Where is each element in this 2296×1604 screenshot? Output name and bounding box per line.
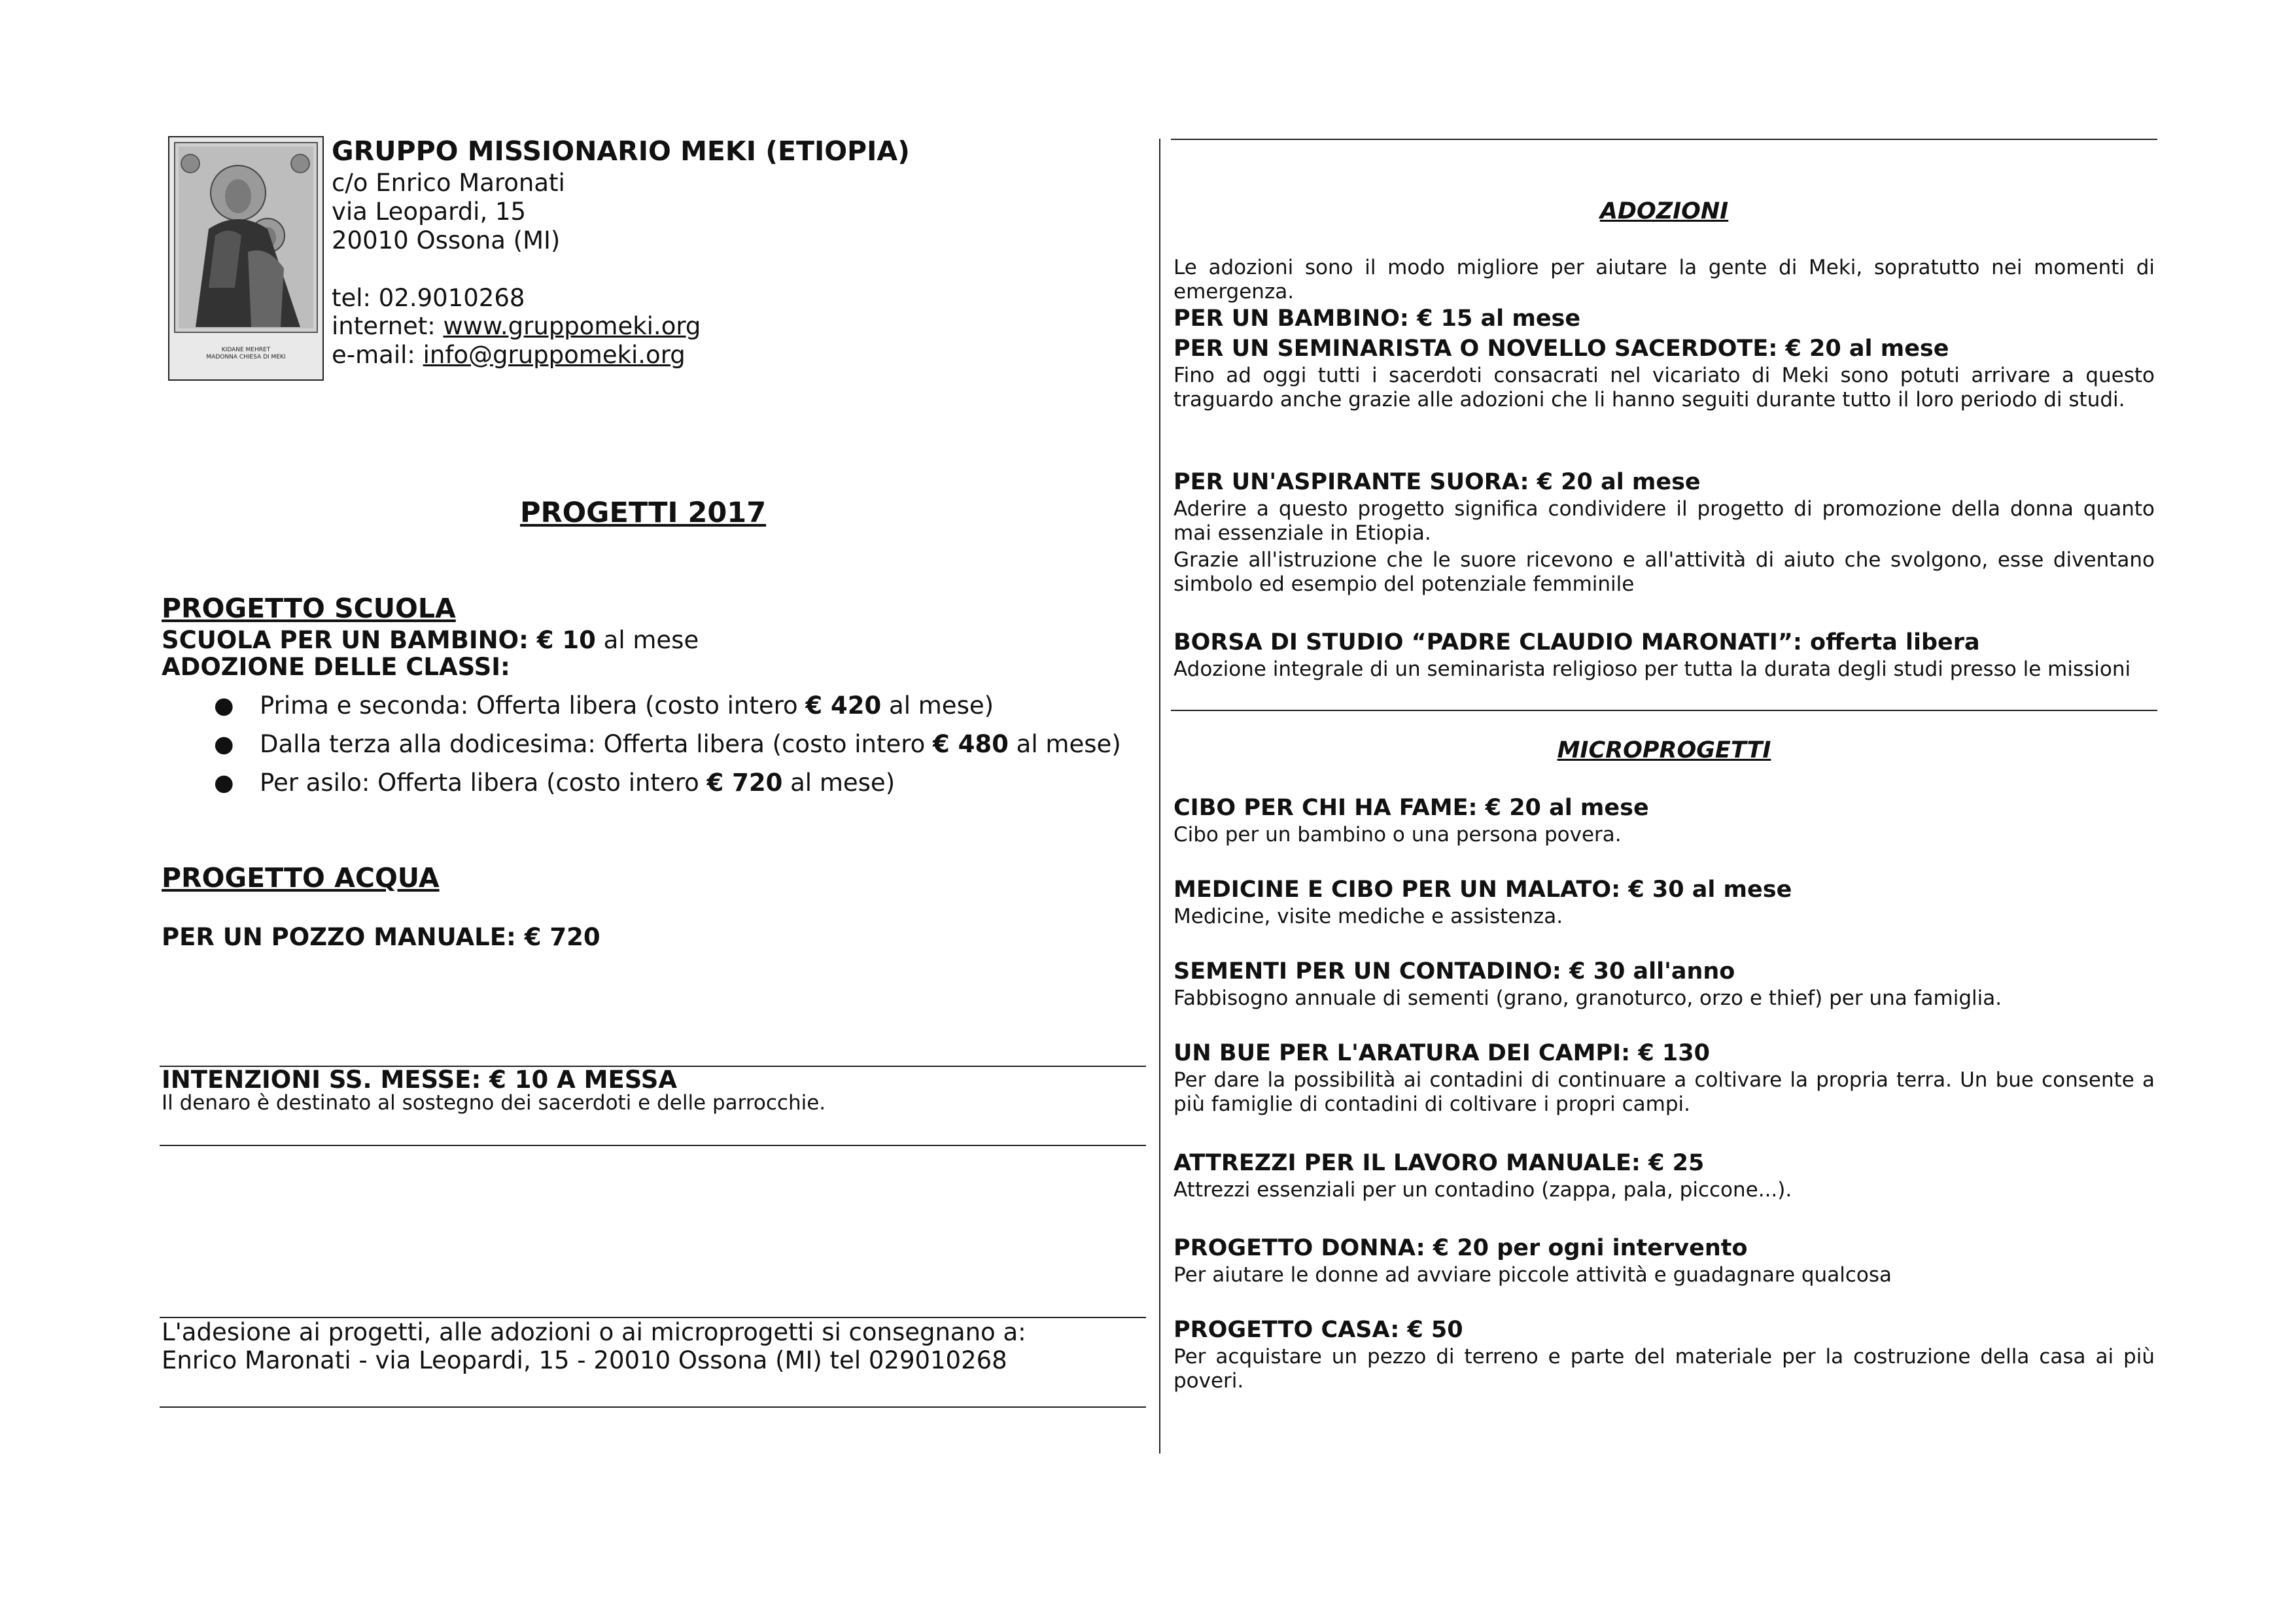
classi-list bbox=[162, 692, 1182, 808]
micro-item-title: SEMENTI PER UN CONTADINO: € 30 all'anno bbox=[1174, 958, 1735, 985]
logo-caption-line: KIDANE MEHRET bbox=[221, 347, 271, 353]
seminarista-text: Fino ad oggi tutti i sacerdoti consacrati nel vicariato di Meki sono potuti arrivare a questo traguardo anche grazie alle adozioni che li hanno seguiti durante tutto il loro periodo di studi. bbox=[1174, 364, 2155, 411]
scuola-heading: PROGETTO SCUOLA bbox=[162, 593, 456, 624]
org-name: GRUPPO MISSIONARIO MEKI (ETIOPIA) bbox=[332, 135, 910, 167]
bullet-icon: ● bbox=[214, 731, 234, 758]
divider bbox=[1171, 710, 2157, 711]
micro-item-title: MEDICINE E CIBO PER UN MALATO: € 30 al mese bbox=[1174, 877, 1792, 903]
seminarista-line: PER UN SEMINARISTA O NOVELLO SACERDOTE: € 20 al mese bbox=[1174, 336, 1949, 362]
adozione-classi-heading: ADOZIONE DELLE CLASSI: bbox=[162, 653, 510, 681]
scuola-line bbox=[162, 627, 699, 654]
micro-item-text: Per acquistare un pezzo di terreno e parte del materiale per la costruzione della casa ai più poveri. bbox=[1174, 1345, 2155, 1393]
bullet-text: al mese) bbox=[782, 769, 896, 797]
internet-line bbox=[332, 312, 701, 340]
address-line: 20010 Ossona (MI) bbox=[332, 226, 561, 254]
micro-item-text: Per aiutare le donne ad avviare piccole attività e guadagnare qualcosa bbox=[1174, 1263, 1892, 1287]
divider bbox=[160, 1406, 1146, 1408]
bullet-text: Prima e seconda: Offerta libera (costo intero bbox=[260, 691, 806, 720]
micro-item-text: Cibo per un bambino o una persona povera. bbox=[1174, 823, 1622, 846]
acqua-heading: PROGETTO ACQUA bbox=[162, 862, 440, 894]
logo-caption-line: MADONNA CHIESA DI MEKI bbox=[206, 354, 286, 360]
email-label: e-mail: bbox=[332, 341, 423, 369]
micro-item-text: Medicine, visite mediche e assistenza. bbox=[1174, 905, 1563, 928]
email-line bbox=[332, 341, 686, 369]
bullet-icon: ● bbox=[214, 770, 234, 796]
list-item bbox=[162, 692, 1182, 720]
column-separator bbox=[1159, 139, 1160, 1454]
pozzo-line: PER UN POZZO MANUALE: € 720 bbox=[162, 923, 600, 951]
bullet-amount: € 720 bbox=[706, 769, 783, 797]
bullet-text: al mese) bbox=[881, 691, 994, 720]
website-link[interactable]: www.gruppomeki.org bbox=[443, 312, 701, 340]
email-link[interactable]: info@gruppomeki.org bbox=[423, 341, 686, 369]
micro-item-title: CIBO PER CHI HA FAME: € 20 al mese bbox=[1174, 795, 1649, 821]
internet-label: internet: bbox=[332, 312, 444, 340]
scuola-line-bold: SCUOLA PER UN BAMBINO: € 10 bbox=[162, 626, 596, 654]
micro-item-title: UN BUE PER L'ARATURA DEI CAMPI: € 130 bbox=[1174, 1040, 1710, 1066]
divider bbox=[1171, 139, 2157, 140]
scuola-line-rest: al mese bbox=[595, 626, 699, 654]
tel-line: tel: 02.9010268 bbox=[332, 284, 525, 312]
bullet-text: Dalla terza alla dodicesima: Offerta libera (costo intero bbox=[260, 730, 933, 758]
micro-item-text: Attrezzi essenziali per un contadino (zappa, pala, piccone...). bbox=[1174, 1178, 1792, 1202]
micro-item-text: Fabbisogno annuale di sementi (grano, granoturco, orzo e thief) per una famiglia. bbox=[1174, 986, 2002, 1010]
divider bbox=[160, 1145, 1146, 1146]
micro-item-text: Per dare la possibilità ai contadini di continuare a coltivare la propria terra. Un bue consente a più famiglie di contadini di coltivare i propri campi. bbox=[1174, 1068, 2155, 1116]
address-line: c/o Enrico Maronati bbox=[332, 169, 565, 197]
microprogetti-heading: MICROPROGETTI bbox=[1557, 737, 1771, 763]
bullet-amount: € 480 bbox=[933, 730, 1009, 758]
suora-line: PER UN'ASPIRANTE SUORA: € 20 al mese bbox=[1174, 469, 1701, 495]
suora-text: Aderire a questo progetto significa condividere il progetto di promozione della donna quanto mai essenziale in Etiopia. bbox=[1174, 497, 2155, 545]
madonna-icon-logo bbox=[168, 136, 324, 381]
messe-text: Il denaro è destinato al sostegno dei sacerdoti e delle parrocchie. bbox=[162, 1091, 826, 1115]
borsa-text: Adozione integrale di un seminarista religioso per tutta la durata degli studi presso le missioni bbox=[1174, 657, 2131, 681]
footer-line: L'adesione ai progetti, alle adozioni o ai microprogetti si consegnano a: bbox=[162, 1318, 1026, 1346]
bullet-amount: € 420 bbox=[805, 691, 882, 720]
adozioni-heading: ADOZIONI bbox=[1599, 198, 1729, 224]
list-item bbox=[162, 769, 1182, 797]
messe-heading: INTENZIONI SS. MESSE: € 10 A MESSA bbox=[162, 1066, 678, 1094]
micro-item-title: PROGETTO DONNA: € 20 per ogni intervento bbox=[1174, 1235, 1748, 1261]
madonna-icon bbox=[169, 137, 322, 379]
bullet-text: Per asilo: Offerta libera (costo intero bbox=[260, 769, 707, 797]
adozioni-intro: Le adozioni sono il modo migliore per aiutare la gente di Meki, sopratutto nei momenti di emergenza. bbox=[1174, 256, 2155, 304]
page-title: PROGETTI 2017 bbox=[520, 497, 767, 529]
bambino-line: PER UN BAMBINO: € 15 al mese bbox=[1174, 305, 1581, 332]
borsa-line: BORSA DI STUDIO “PADRE CLAUDIO MARONATI”: offerta libera bbox=[1174, 629, 1980, 655]
address-line: via Leopardi, 15 bbox=[332, 198, 527, 226]
suora-text: Grazie all'istruzione che le suore ricevono e all'attività di aiuto che svolgono, esse diventano simbolo ed esempio del potenziale femminile bbox=[1174, 548, 2155, 596]
bullet-icon: ● bbox=[214, 693, 234, 719]
list-item bbox=[162, 731, 1182, 758]
bullet-text: al mese) bbox=[1008, 730, 1121, 758]
footer-line: Enrico Maronati - via Leopardi, 15 - 20010 Ossona (MI) tel 029010268 bbox=[162, 1346, 1007, 1374]
micro-item-title: ATTREZZI PER IL LAVORO MANUALE: € 25 bbox=[1174, 1150, 1705, 1176]
micro-item-title: PROGETTO CASA: € 50 bbox=[1174, 1317, 1463, 1343]
